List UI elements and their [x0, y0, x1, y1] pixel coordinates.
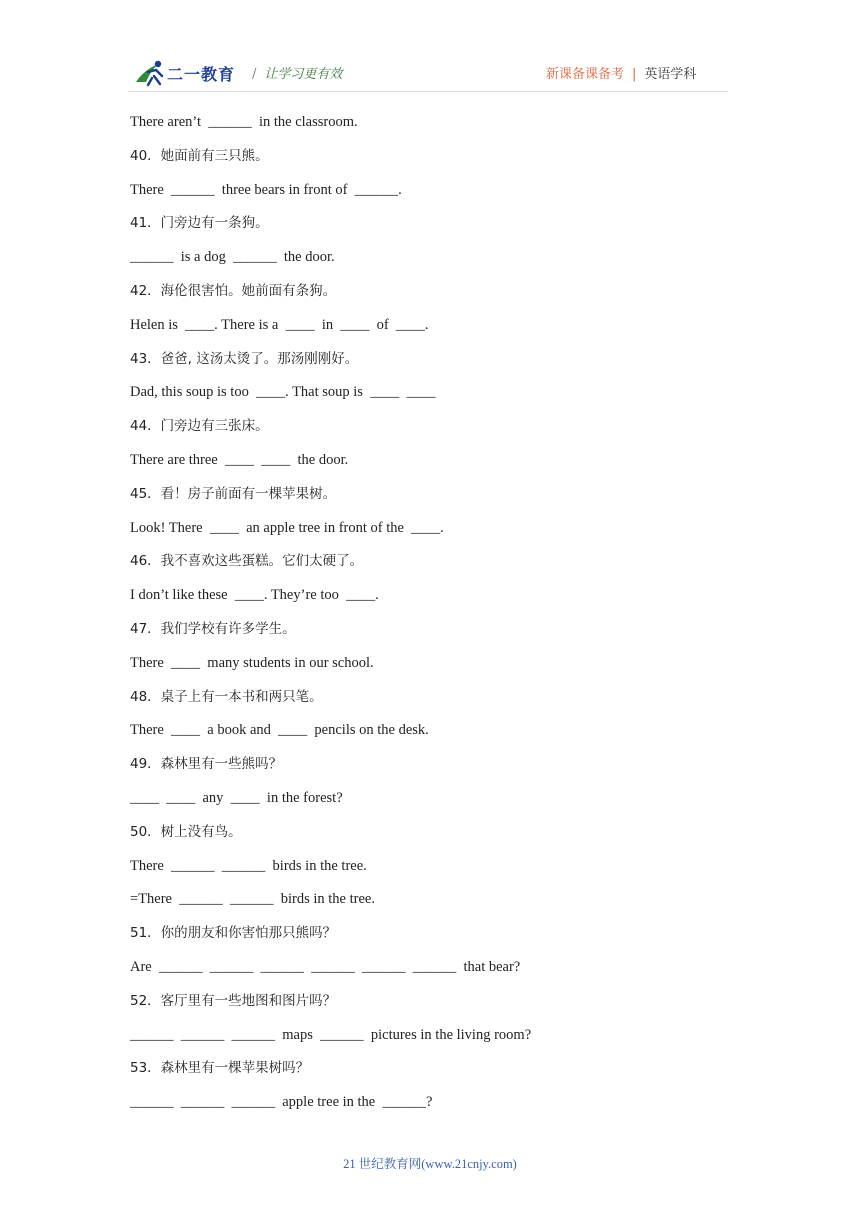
question-line: 43．爸爸, 这汤太烫了。那汤刚刚好。	[130, 350, 359, 367]
runner-logo-icon	[134, 58, 168, 88]
question-line: 42．海伦很害怕。她前面有条狗。	[130, 282, 337, 299]
question-line: 50．树上没有鸟。	[130, 823, 242, 840]
answer-line: There are three ____ ____ the door.	[130, 451, 349, 468]
question-line: 48．桌子上有一本书和两只笔。	[130, 688, 323, 705]
question-line: 53．森林里有一棵苹果树吗？	[130, 1060, 310, 1077]
question-line: 45．看！房子前面有一棵苹果树。	[130, 485, 337, 502]
question-line: 52．客厅里有一些地图和图片吗？	[130, 992, 337, 1009]
exercise-content	[130, 111, 750, 1125]
answer-line: =There ______ ______ birds in the tree.	[130, 891, 375, 908]
header-subject: 英语学科	[644, 67, 697, 82]
header-divider	[128, 91, 728, 92]
question-line: 46．我不喜欢这些蛋糕。它们太硬了。	[130, 553, 364, 570]
answer-line: Look! There ____ an apple tree in front of the ____.	[130, 519, 444, 536]
header-slogan: / 让学习更有效	[252, 67, 343, 82]
answer-line: There ______ three bears in front of ______.	[130, 181, 402, 198]
page-header	[0, 0, 860, 100]
answer-line: I don’t like these ____. They’re too ____.	[130, 587, 379, 604]
logo	[134, 58, 244, 88]
page-footer: 21 世纪教育网(www.21cnjy.com)	[343, 1157, 517, 1171]
question-line: 40．她面前有三只熊。	[130, 147, 269, 164]
answer-line: Dad, this soup is too ____. That soup is ____ ____	[130, 384, 436, 401]
answer-line: ____ ____ any ____ in the forest?	[130, 789, 343, 806]
answer-line: Helen is ____. There is a ____ in ____ of ____.	[130, 316, 429, 333]
answer-line: ______ ______ ______ maps ______ pictures in the living room?	[130, 1026, 532, 1043]
question-line: 44．门旁边有三张床。	[130, 418, 269, 435]
answer-line: There aren’t ______ in the classroom.	[130, 114, 358, 130]
question-line: 47．我们学校有许多学生。	[130, 620, 296, 637]
answer-line: ______ is a dog ______ the door.	[130, 249, 335, 266]
answer-line: There ____ many students in our school.	[130, 654, 374, 671]
logo-text: 二一教育	[167, 65, 236, 84]
answer-line: Are ______ ______ ______ ______ ______ ______ that bear?	[130, 958, 521, 975]
header-right: 新课备课备考 | 英语学科	[546, 67, 697, 82]
answer-line: There ____ a book and ____ pencils on the desk.	[130, 722, 429, 739]
question-line: 41．门旁边有一条狗。	[130, 215, 269, 232]
answer-line: There ______ ______ birds in the tree.	[130, 857, 367, 874]
answer-line: ______ ______ ______ apple tree in the ______?	[130, 1094, 433, 1111]
question-line: 51．你的朋友和你害怕那只熊吗？	[130, 925, 337, 942]
header-tagline: 新课备课备考	[546, 67, 625, 82]
slogan-text: 让学习更有效	[264, 67, 343, 82]
question-line: 49．森林里有一些熊吗？	[130, 756, 283, 773]
